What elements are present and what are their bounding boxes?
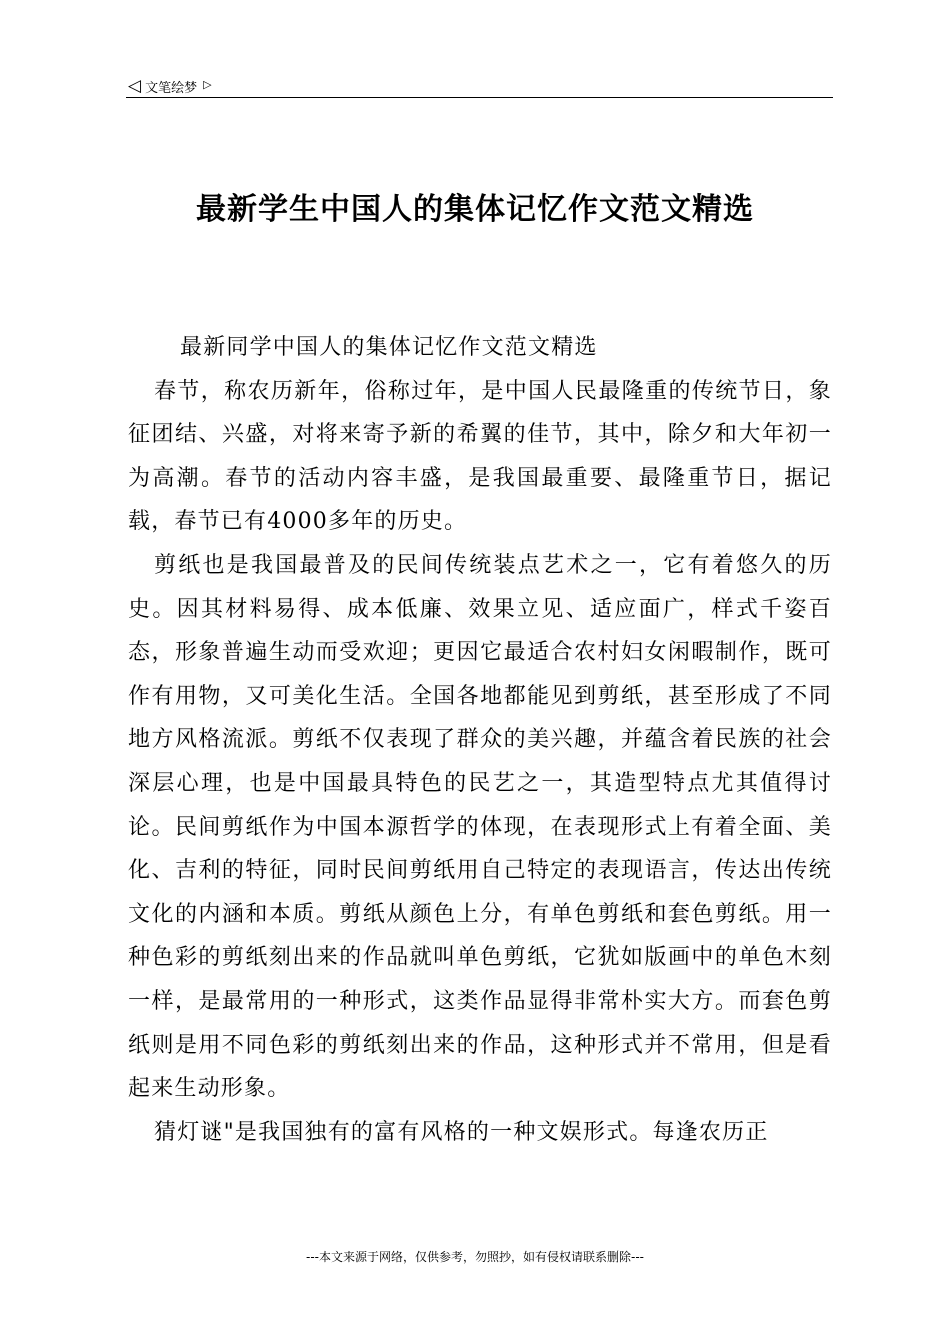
document-body [128,326,832,1154]
paragraph-lantern-riddles: 猜灯谜"是我国独有的富有风格的一种文娱形式。每逢农历正 [154,1119,769,1145]
document-title: 最新学生中国人的集体记忆作文范文精选 [196,192,754,227]
paragraph-spring-festival: 春节，称农历新年，俗称过年，是中国人民最隆重的传统节日，象征团结、兴盛，对将来寄予新的希翼的佳节，其中，除夕和大年初一为高潮。春节的活动内容丰盛，是我国最重要、最隆重节日，据记载，春节已有4000多年的历史。 [128,378,832,535]
header-brand: 文笔绘梦 [145,80,198,96]
triangle-left-icon: ◁ [128,75,142,96]
header-divider [126,97,833,98]
page-header [128,74,832,98]
triangle-right-icon: ▷ [203,77,212,91]
paragraph-paper-cutting: 剪纸也是我国最普及的民间传统装点艺术之一，它有着悠久的历史。因其材料易得、成本低廉、效果立见、适应面广，样式千姿百态，形象普遍生动而受欢迎；更因它最适合农村妇女闲暇制作，既可作有用物，又可美化生活。全国各地都能见到剪纸，甚至形成了不同地方风格流派。剪纸不仅表现了群众的美兴趣，并蕴含着民族的社会深层心理，也是中国最具特色的民艺之一，其造型特点尤其值得讨论。民间剪纸作为中国本源哲学的体现，在表现形式上有着全面、美化、吉利的特征，同时民间剪纸用自己特定的表现语言，传达出传统文化的内涵和本质。剪纸从颜色上分，有单色剪纸和套色剪纸。用一种色彩的剪纸刻出来的作品就叫单色剪纸，它犹如版画中的单色木刻一样，是最常用的一种形式，这类作品显得非常朴实大方。而套色剪纸则是用不同色彩的剪纸刻出来的作品，这种形式并不常用，但是看起来生动形象。 [128,552,832,1102]
footer-notice: ---本文来源于网络，仅供参考，勿照抄，如有侵权请联系删除--- [306,1250,644,1264]
document-subtitle: 最新同学中国人的集体记忆作文范文精选 [180,335,598,360]
